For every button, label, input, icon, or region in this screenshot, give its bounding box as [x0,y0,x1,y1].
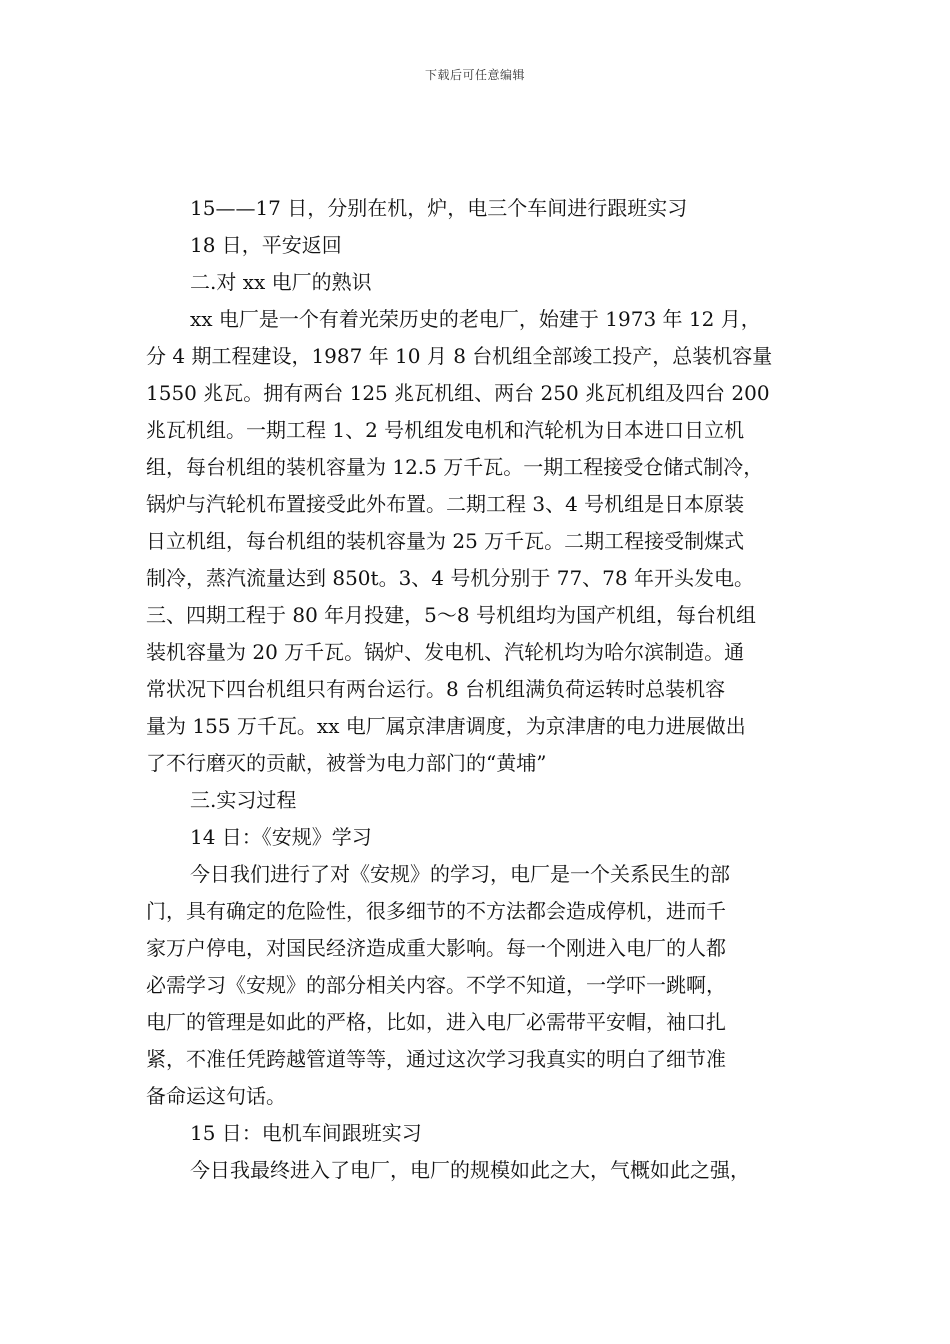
text-line: 必需学习《安规》的部分相关内容。不学不知道，一学吓一跳啊， [146,973,726,997]
text-line: 兆瓦机组。一期工程 1、2 号机组发电机和汽轮机为日本进口日立机 [146,418,745,442]
text-line: 18 日，平安返回 [190,233,342,257]
text-line: 组，每台机组的装机容量为 12.5 万千瓦。一期工程接受仓储式制冷， [146,455,764,479]
text-line: 电厂的管理是如此的严格，比如，进入电厂必需带平安帽，袖口扎 [146,1010,726,1034]
text-line: 了不行磨灭的贡献，被誉为电力部门的“黄埔” [146,751,547,775]
text-line: 1550 兆瓦。拥有两台 125 兆瓦机组、两台 250 兆瓦机组及四台 200 [146,381,770,405]
text-line: 今日我最终进入了电厂，电厂的规模如此之大，气概如此之强， [190,1158,750,1182]
text-line: 日立机组，每台机组的装机容量为 25 万千瓦。二期工程接受制煤式 [146,529,745,553]
text-line: 备命运这句话。 [146,1084,286,1108]
text-line: 三.实习过程 [190,788,297,812]
text-line: 分 4 期工程建设，1987 年 10 月 8 台机组全部竣工投产，总装机容量 [146,344,773,368]
text-line: 15 日：电机车间跟班实习 [190,1121,422,1145]
text-line: 二.对 xx 电厂的熟识 [190,270,372,294]
text-line: 今日我们进行了对《安规》的学习，电厂是一个关系民生的部 [190,862,730,886]
text-line: 门，具有确定的危险性，很多细节的不方法都会造成停机，进而千 [146,899,726,923]
text-line: 紧，不准任凭跨越管道等等，通过这次学习我真实的明白了细节准 [146,1047,726,1071]
text-line: 量为 155 万千瓦。xx 电厂属京津唐调度，为京津唐的电力进展做出 [146,714,746,738]
document-body [146,190,818,1189]
page-header: 下载后可任意编辑 [424,68,525,82]
text-line: 15——17 日，分别在机，炉，电三个车间进行跟班实习 [190,196,688,220]
text-line: 装机容量为 20 万千瓦。锅炉、发电机、汽轮机均为哈尔滨制造。通 [146,640,745,664]
text-line: 常状况下四台机组只有两台运行。8 台机组满负荷运转时总装机容 [146,677,726,701]
text-line: 锅炉与汽轮机布置接受此外布置。二期工程 3、4 号机组是日本原装 [146,492,745,516]
text-line: xx 电厂是一个有着光荣历史的老电厂，始建于 1973 年 12 月， [190,307,761,331]
text-line: 14 日：《安规》学习 [190,825,372,849]
text-line: 制冷，蒸汽流量达到 850t。3、4 号机分别于 77、78 年开头发电。 [146,566,754,590]
text-line: 家万户停电，对国民经济造成重大影响。每一个刚进入电厂的人都 [146,936,726,960]
text-line: 三、四期工程于 80 年月投建，5～8 号机组均为国产机组，每台机组 [146,603,756,627]
